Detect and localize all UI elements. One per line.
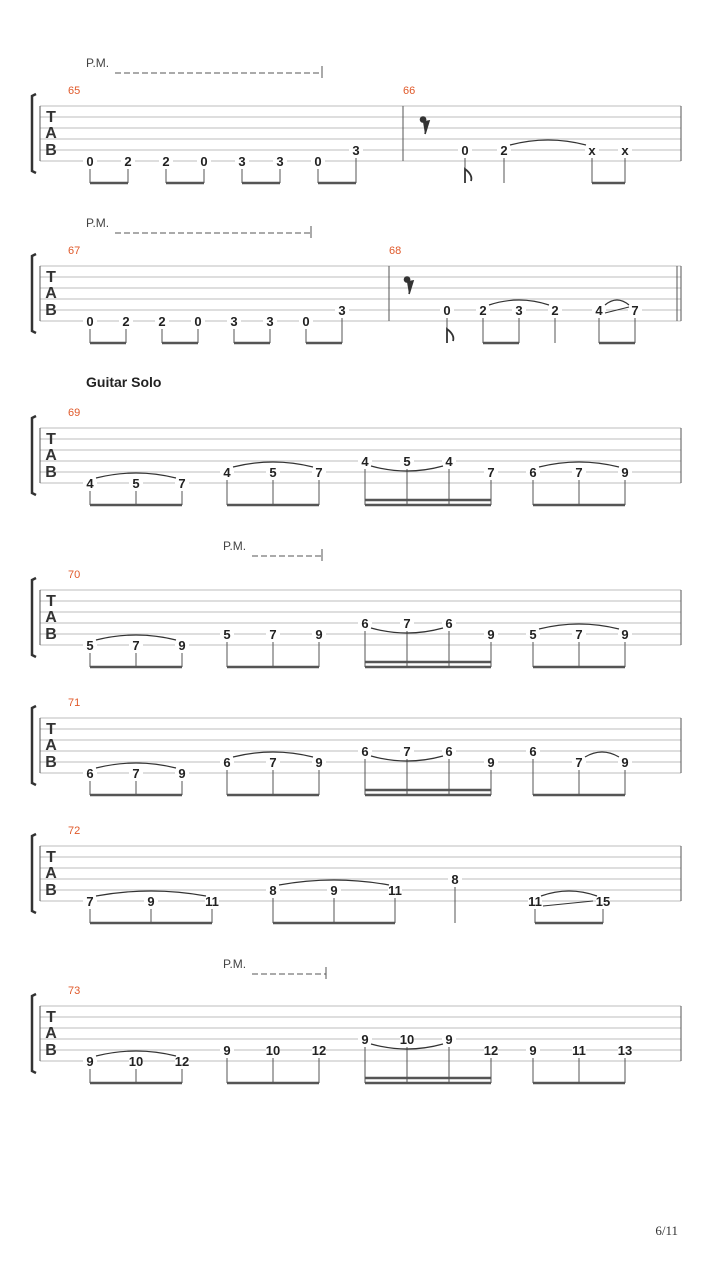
fret-number: 0	[86, 314, 94, 329]
fret-number: 4	[361, 454, 369, 469]
fret-number: 0	[443, 303, 451, 318]
tab-clef-letter: T	[46, 109, 56, 126]
tab-clef-letter: B	[45, 1042, 57, 1059]
fret-number: 7	[575, 627, 583, 642]
tab-clef-letter: T	[46, 593, 56, 610]
fret-number: 9	[178, 766, 186, 781]
fret-number: 3	[238, 154, 246, 169]
fret-number: 12	[483, 1043, 499, 1058]
fret-number: 10	[265, 1043, 281, 1058]
note-flag-icon	[465, 169, 471, 183]
fret-number: 9	[315, 755, 323, 770]
fret-number: 6	[361, 744, 369, 759]
tab-clef-letter: A	[45, 609, 57, 626]
palm-mute-label: P.M.	[86, 216, 110, 230]
fret-number: 0	[302, 314, 310, 329]
fret-number: 9	[223, 1043, 231, 1058]
fret-number: 3	[338, 303, 346, 318]
slur-arc	[510, 140, 586, 145]
tab-clef-letter: A	[45, 285, 57, 302]
fret-number: 4	[445, 454, 453, 469]
fret-number: 10	[128, 1054, 144, 1069]
system-bracket	[32, 94, 36, 173]
fret-number: x	[588, 143, 596, 158]
fret-number: 6	[445, 616, 453, 631]
fret-number: 3	[266, 314, 274, 329]
fret-number: 9	[621, 627, 629, 642]
palm-mute-label: P.M.	[223, 957, 247, 971]
fret-number: 5	[223, 627, 231, 642]
measure-number: 65	[68, 85, 81, 97]
measure-number: 68	[389, 245, 402, 257]
fret-number: 7	[575, 465, 583, 480]
system-bracket	[32, 706, 36, 785]
fret-number: 9	[621, 755, 629, 770]
fret-number: 7	[132, 638, 140, 653]
fret-number: 6	[223, 755, 231, 770]
tab-clef-letter: A	[45, 447, 57, 464]
system-bracket	[32, 834, 36, 913]
fret-number: 10	[399, 1032, 415, 1047]
slur-arc	[541, 891, 597, 896]
palm-mute-label: P.M.	[86, 56, 110, 70]
measure-number: 69	[68, 407, 81, 419]
tab-clef-letter: T	[46, 849, 56, 866]
fret-number: 6	[86, 766, 94, 781]
system-bracket	[32, 254, 36, 333]
fret-number: 5	[529, 627, 537, 642]
fret-number: 8	[269, 883, 277, 898]
fret-number: 7	[86, 894, 94, 909]
tab-clef-letter: A	[45, 865, 57, 882]
fret-number: 9	[330, 883, 338, 898]
fret-number: 2	[122, 314, 130, 329]
slur-arc	[585, 752, 619, 757]
eighth-rest-icon	[421, 117, 429, 134]
fret-number: x	[621, 143, 629, 158]
tab-clef-letter: B	[45, 142, 57, 159]
fret-number: 9	[487, 755, 495, 770]
palm-mute-label: P.M.	[223, 539, 247, 553]
fret-number: 9	[487, 627, 495, 642]
fret-number: 12	[174, 1054, 190, 1069]
fret-number: 2	[162, 154, 170, 169]
fret-number: 13	[617, 1043, 633, 1058]
tab-clef-letter: T	[46, 721, 56, 738]
fret-number: 3	[352, 143, 360, 158]
fret-number: 7	[269, 755, 277, 770]
note-flag-icon	[447, 329, 453, 343]
fret-number: 7	[631, 303, 639, 318]
section-title: Guitar Solo	[86, 374, 162, 390]
fret-number: 11	[388, 883, 402, 898]
slur-arc	[605, 300, 629, 305]
fret-number: 7	[403, 744, 411, 759]
fret-number: 11	[572, 1043, 586, 1058]
fret-number: 7	[132, 766, 140, 781]
measure-number: 67	[68, 245, 81, 257]
fret-number: 3	[230, 314, 238, 329]
tab-clef-letter: A	[45, 737, 57, 754]
tab-clef-letter: A	[45, 125, 57, 142]
fret-number: 0	[314, 154, 322, 169]
fret-number: 4	[595, 303, 603, 318]
measure-number: 73	[68, 985, 81, 997]
fret-number: 2	[158, 314, 166, 329]
fret-number: 2	[479, 303, 487, 318]
tab-clef-letter: T	[46, 1009, 56, 1026]
fret-number: 9	[315, 627, 323, 642]
fret-number: 6	[529, 744, 537, 759]
fret-number: 11	[205, 894, 219, 909]
measure-number: 66	[403, 85, 416, 97]
fret-number: 5	[269, 465, 277, 480]
fret-number: 7	[403, 616, 411, 631]
fret-number: 5	[132, 476, 140, 491]
fret-number: 12	[311, 1043, 327, 1058]
fret-number: 7	[487, 465, 495, 480]
fret-number: 3	[515, 303, 523, 318]
fret-number: 6	[445, 744, 453, 759]
fret-number: 15	[595, 894, 611, 909]
measure-number: 71	[68, 697, 81, 709]
fret-number: 0	[200, 154, 208, 169]
slide-line	[543, 901, 593, 906]
fret-number: 8	[451, 872, 459, 887]
fret-number: 9	[178, 638, 186, 653]
tab-clef-letter: T	[46, 431, 56, 448]
fret-number: 7	[269, 627, 277, 642]
fret-number: 6	[529, 465, 537, 480]
fret-number: 9	[621, 465, 629, 480]
fret-number: 9	[86, 1054, 94, 1069]
tab-clef-letter: B	[45, 464, 57, 481]
page-number: 6/11	[655, 1223, 678, 1238]
fret-number: 9	[529, 1043, 537, 1058]
eighth-rest-icon	[405, 277, 413, 294]
fret-number: 4	[223, 465, 231, 480]
fret-number: 11	[528, 894, 542, 909]
fret-number: 5	[86, 638, 94, 653]
tab-clef-letter: T	[46, 269, 56, 286]
fret-number: 7	[575, 755, 583, 770]
fret-number: 9	[147, 894, 155, 909]
fret-number: 2	[500, 143, 508, 158]
fret-number: 4	[86, 476, 94, 491]
tab-clef-letter: B	[45, 754, 57, 771]
system-bracket	[32, 994, 36, 1073]
fret-number: 0	[194, 314, 202, 329]
measure-number: 72	[68, 825, 81, 837]
tab-clef-letter: B	[45, 626, 57, 643]
tab-clef-letter: B	[45, 882, 57, 899]
fret-number: 7	[178, 476, 186, 491]
measure-number: 70	[68, 569, 81, 581]
fret-number: 9	[445, 1032, 453, 1047]
fret-number: 0	[461, 143, 469, 158]
system-bracket	[32, 578, 36, 657]
system-bracket	[32, 416, 36, 495]
fret-number: 6	[361, 616, 369, 631]
fret-number: 3	[276, 154, 284, 169]
fret-number: 9	[361, 1032, 369, 1047]
fret-number: 7	[315, 465, 323, 480]
tab-clef-letter: A	[45, 1025, 57, 1042]
tab-clef-letter: B	[45, 302, 57, 319]
fret-number: 2	[551, 303, 559, 318]
fret-number: 0	[86, 154, 94, 169]
fret-number: 2	[124, 154, 132, 169]
fret-number: 5	[403, 454, 411, 469]
